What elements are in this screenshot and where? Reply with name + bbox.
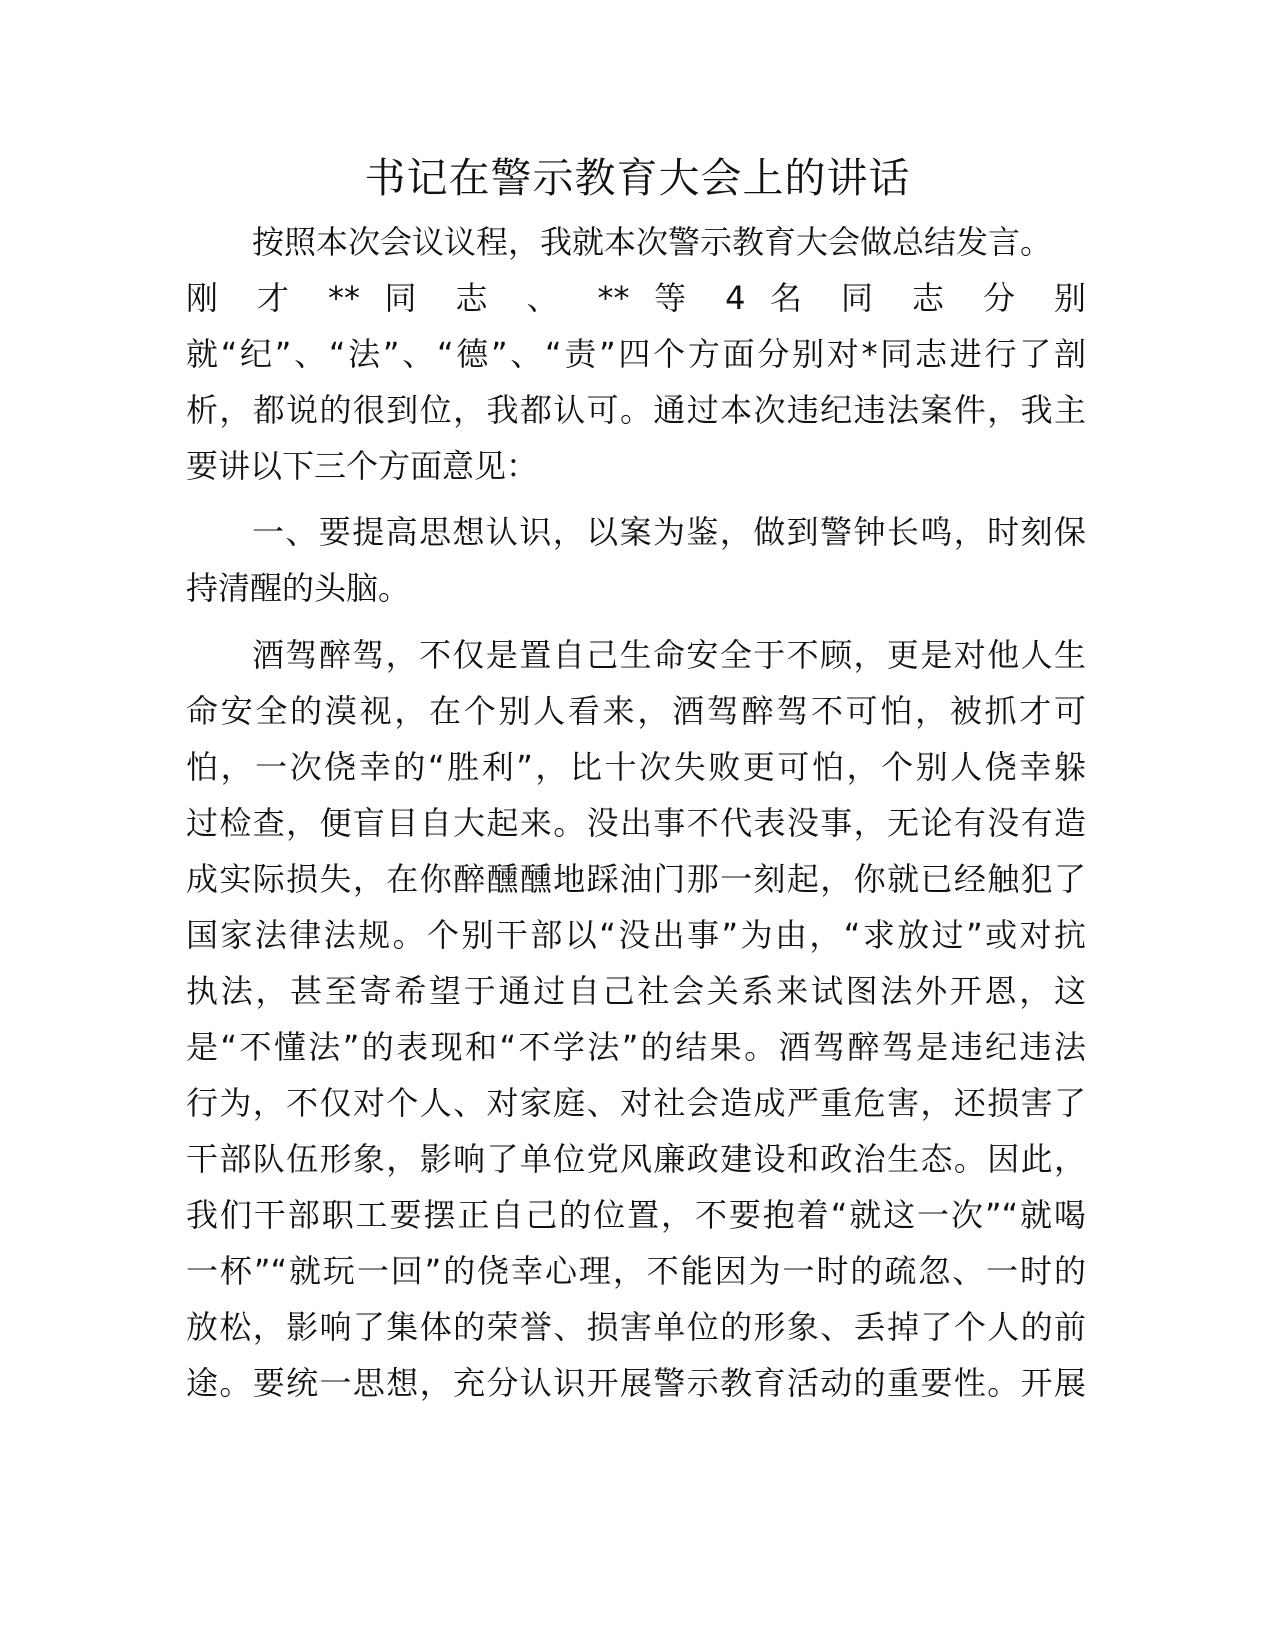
paragraph-line: 我们干部职工要摆正自己的位置，不要抱着“就这一次”“就喝 [186, 1196, 1086, 1234]
paragraph-line: 命安全的漠视，在个别人看来，酒驾醉驾不可怕，被抓才可 [186, 692, 1086, 730]
paragraph-line: 酒驾醉驾，不仅是置自己生命安全于不顾，更是对他人生 [252, 636, 1086, 674]
paragraph-line: 国家法律法规。个别干部以“没出事”为由，“求放过”或对抗 [186, 916, 1086, 954]
paragraph-line: 是“不懂法”的表现和“不学法”的结果。酒驾醉驾是违纪违法 [186, 1028, 1086, 1066]
paragraph-line: 析，都说的很到位，我都认可。通过本次违纪违法案件，我主 [186, 391, 1086, 429]
paragraph-line: 干部队伍形象，影响了单位党风廉政建设和政治生态。因此， [186, 1140, 1086, 1178]
paragraph-line: 按照本次会议议程，我就本次警示教育大会做总结发言。 [252, 223, 1053, 261]
paragraph-line: 执法，甚至寄希望于通过自己社会关系来试图法外开恩，这 [186, 972, 1086, 1010]
document-title: 书记在警示教育大会上的讲话 [364, 154, 911, 202]
section-heading-line: 一、要提高思想认识，以案为鉴，做到警钟长鸣，时刻保 [252, 513, 1086, 551]
paragraph-line: 怕，一次侥幸的“胜利”，比十次失败更可怕，个别人侥幸躲 [186, 748, 1086, 786]
section-heading-line: 持清醒的头脑。 [186, 569, 411, 607]
paragraph-line: 行为，不仅对个人、对家庭、对社会造成严重危害，还损害了 [186, 1084, 1086, 1122]
paragraph-line: 要讲以下三个方面意见： [186, 447, 539, 485]
paragraph-line: 过检查，便盲目自大起来。没出事不代表没事，无论有没有造 [186, 804, 1086, 842]
paragraph-line: 一杯”“就玩一回”的侥幸心理，不能因为一时的疏忽、一时的 [186, 1252, 1086, 1290]
paragraph-line: 就“纪”、“法”、“德”、“责”四个方面分别对*同志进行了剖 [186, 335, 1086, 373]
paragraph-line: 刚 才 ** 同 志 、 ** 等 4 名 同 志 分 别 [186, 279, 1086, 317]
paragraph-line: 成实际损失，在你醉醺醺地踩油门那一刻起，你就已经触犯了 [186, 860, 1086, 898]
paragraph-line: 途。要统一思想，充分认识开展警示教育活动的重要性。开展 [186, 1364, 1086, 1402]
paragraph-line: 放松，影响了集体的荣誉、损害单位的形象、丢掉了个人的前 [186, 1308, 1086, 1346]
